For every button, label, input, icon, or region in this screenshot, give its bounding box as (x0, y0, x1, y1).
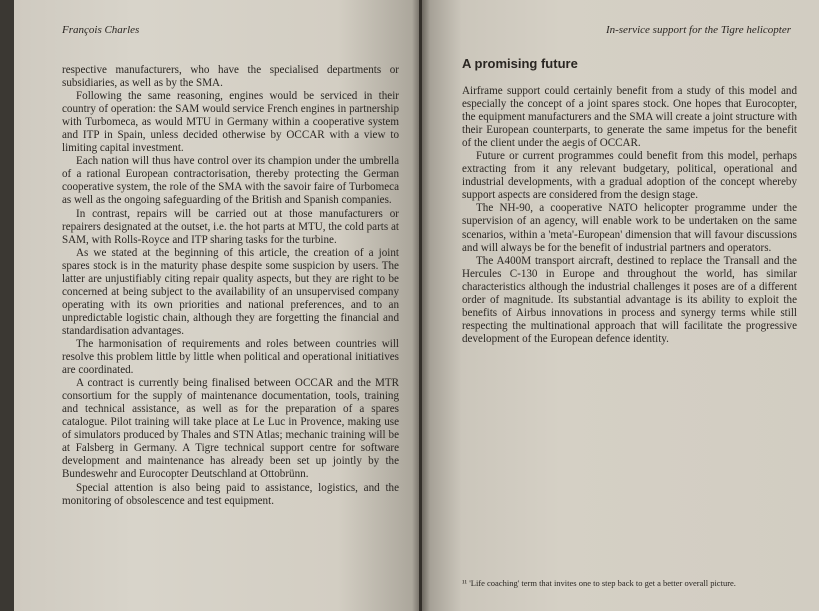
running-head-author: François Charles (62, 24, 140, 36)
left-page (14, 0, 419, 611)
paragraph: The NH-90, a cooperative NATO helicopter programme under the supervision of an agency, will enable work to be undertaken on the same scenarios, within a 'meta'-European' dimension that will favour discussions and will always be for the benefit of industrial partners and operators. (462, 202, 797, 254)
paragraph: Special attention is also being paid to assistance, logistics, and the monitoring of obsolescence and test equipment. (62, 481, 399, 507)
paragraph: Airframe support could certainly benefit from a study of this model and especially the concept of a joint spares stock. One hopes that Eurocopter, the equipment manufacturers and the SMA will create a joint structure with their European counterparts, to generate the same impetus for the benefit of the client under the aegis of OCCAR. (462, 85, 797, 150)
right-page-body (462, 85, 797, 346)
paragraph: The harmonisation of requirements and roles between countries will resolve this problem little by little when political and operational initiatives are coordinated. (62, 337, 399, 377)
left-page-body (62, 64, 399, 508)
paragraph: In contrast, repairs will be carried out at those manufacturers or repairers designated at the outset, i.e. the hot parts at MTU, the cold parts at SAM, with Rolls-Royce and ITP sharing tasks for the turbine. (62, 207, 399, 246)
running-head-title: In-service support for the Tigre helicopter (605, 24, 791, 36)
paragraph: A contract is currently being finalised between OCCAR and the MTR consortium for the supply of maintenance documentation, tools, training and technical assistance, as well as for the preparation of a spares catalogue. Pilot training will take place at Le Luc in Provence, making use of simulators produced by Thales and STN Atlas; mechanic training will be at Falsberg in Germany. A Tigre technical support centre for software development and maintenance has already been set up jointly by the Bundeswehr and Eurocopter Deutschland at Ottobrünn. (62, 377, 399, 481)
footnote: ¹¹ 'Life coaching' term that invites one to step back to get a better overall picture. (462, 578, 736, 588)
paragraph: Following the same reasoning, engines would be serviced in their country of operation: the SAM would service French engines in partnership with Turbomeca, as would MTU in Germany within a cooperative system and ITP in Spain, unless decided otherwise by OCCAR with a view to limiting capital investment. (62, 90, 399, 155)
paragraph: Each nation will thus have control over its champion under the umbrella of a rational European contractorisation, thereby protecting the German cooperative system, the role of the SMA with the savoir faire of Turbomeca as well as the ongoing safeguarding of the British and Spanish companies. (62, 155, 399, 207)
section-heading: A promising future (462, 56, 578, 71)
book-gutter (412, 0, 430, 611)
right-page (422, 0, 819, 611)
paragraph: The A400M transport aircraft, destined to replace the Transall and the Hercules C-130 in Europe and throughout the world, has similar characteristics although the industrial challenges it poses are of a different order of magnitude. Its substantial advantage is its ability to exploit the benefits of Airbus innovations in process and synergy terms while still respecting the multinational approach that will facilitate the progressive development of the European defence identity. (462, 254, 797, 345)
paragraph: As we stated at the beginning of this article, the creation of a joint spares stock is in the maturity phase despite some suspicion by users. The latter are unjustifiably citing repair quality aspects, but they are right to be concerned at being subject to the availability of an unsupervised company operating with its own priorities and national preferences, and to an unpredictable logistic chain, although they are forgetting the financial and standardisation advantages. (62, 246, 399, 337)
paragraph: respective manufacturers, who have the specialised departments or subsidiaries, as well as by the SMA. (62, 64, 399, 90)
paragraph: Future or current programmes could benefit from this model, perhaps extracting from it any relevant budgetary, political, operational and industrial developments, with a gradual adoption of the concept whereby support aspects are considered from the design stage. (462, 150, 797, 202)
